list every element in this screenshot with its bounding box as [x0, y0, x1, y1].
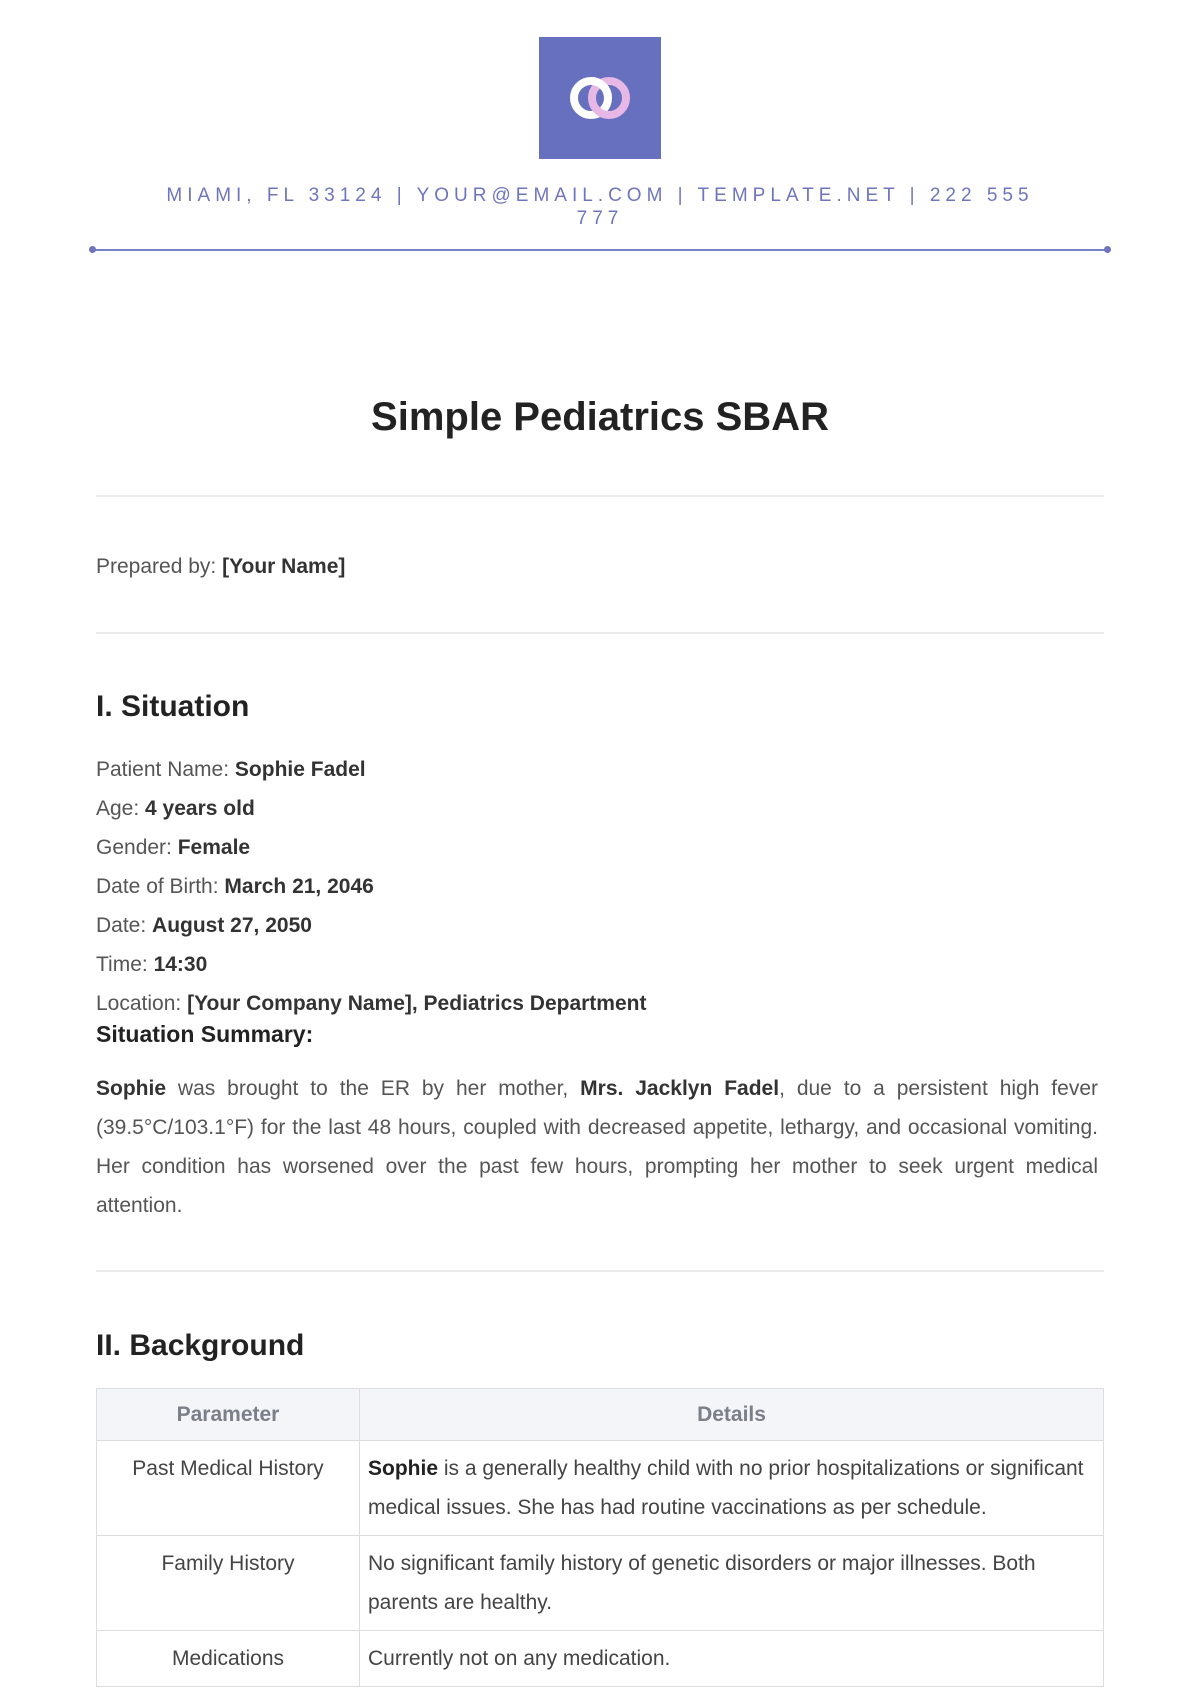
field-value: 4 years old — [145, 797, 255, 820]
field-value: 14:30 — [153, 953, 208, 976]
list-item — [96, 984, 646, 1023]
parameter-cell: Medications — [97, 1631, 360, 1687]
list-item — [96, 906, 646, 945]
details-bold: Sophie — [368, 1457, 439, 1480]
details-cell — [360, 1536, 1104, 1631]
summary-text-2: , due to a persistent high fever (39.5°C/103.1°F) for the last 48 hours, coupled with decreased appetite, lethargy, and occasional vomiting. Her condition has worsened over the past few hours, prompting her mother to seek urgent medical attention. — [96, 1077, 1098, 1217]
document-title: Simple Pediatrics SBAR — [371, 395, 829, 439]
situation-summary — [96, 1069, 1098, 1225]
situation-heading: I. Situation — [96, 690, 250, 723]
contact-info: MIAMI, FL 33124 | YOUR@EMAIL.COM | TEMPLATE.NET | 222 555 777 — [166, 185, 1034, 229]
details-text: No significant family history of genetic disorders or major illnesses. Both parents are healthy. — [368, 1552, 1036, 1614]
parameter-cell: Family History — [97, 1536, 360, 1631]
field-value: [Your Company Name], Pediatrics Department — [187, 992, 647, 1015]
parameter-cell: Past Medical History — [97, 1441, 360, 1536]
field-value: March 21, 2046 — [224, 875, 374, 898]
table-header-row — [97, 1389, 1104, 1441]
list-item — [96, 867, 646, 906]
company-logo — [539, 37, 661, 159]
table-row — [97, 1441, 1104, 1536]
field-label: Location: — [96, 992, 188, 1015]
field-label: Age: — [96, 797, 146, 820]
field-label: Date of Birth: — [96, 875, 225, 898]
background-table — [96, 1388, 1104, 1687]
list-item — [96, 945, 646, 984]
column-header-parameter: Parameter — [97, 1389, 360, 1441]
details-cell — [360, 1441, 1104, 1536]
field-label: Patient Name: — [96, 758, 235, 781]
prepared-by-label: Prepared by: — [96, 555, 223, 578]
table-row — [97, 1536, 1104, 1631]
field-value: Sophie Fadel — [234, 758, 366, 781]
situation-divider — [96, 1270, 1104, 1272]
interlocking-rings-logo-icon — [561, 59, 639, 137]
background-heading: II. Background — [96, 1329, 305, 1362]
summary-patient-name: Sophie — [96, 1077, 167, 1100]
header-divider — [91, 249, 1109, 251]
table-row — [97, 1631, 1104, 1687]
situation-summary-heading: Situation Summary: — [96, 1021, 314, 1047]
details-cell — [360, 1631, 1104, 1687]
field-label: Gender: — [96, 836, 178, 859]
list-item — [96, 828, 646, 867]
summary-mother-name: Mrs. Jacklyn Fadel — [580, 1077, 780, 1100]
summary-text-1: was brought to the ER by her mother, — [166, 1077, 581, 1100]
details-text: is a generally healthy child with no prior hospitalizations or significant medical issues. She has had routine vaccinations as per schedule. — [368, 1457, 1084, 1519]
prepared-by — [96, 555, 345, 579]
details-text: Currently not on any medication. — [368, 1647, 671, 1670]
field-value: August 27, 2050 — [152, 914, 312, 937]
field-label: Time: — [96, 953, 154, 976]
prepared-divider — [96, 632, 1104, 634]
title-divider — [96, 495, 1104, 497]
field-value: Female — [177, 836, 251, 859]
prepared-by-value: [Your Name] — [222, 555, 346, 578]
field-label: Date: — [96, 914, 153, 937]
patient-info-list — [96, 750, 646, 1023]
list-item — [96, 750, 646, 789]
list-item — [96, 789, 646, 828]
column-header-details: Details — [360, 1389, 1104, 1441]
